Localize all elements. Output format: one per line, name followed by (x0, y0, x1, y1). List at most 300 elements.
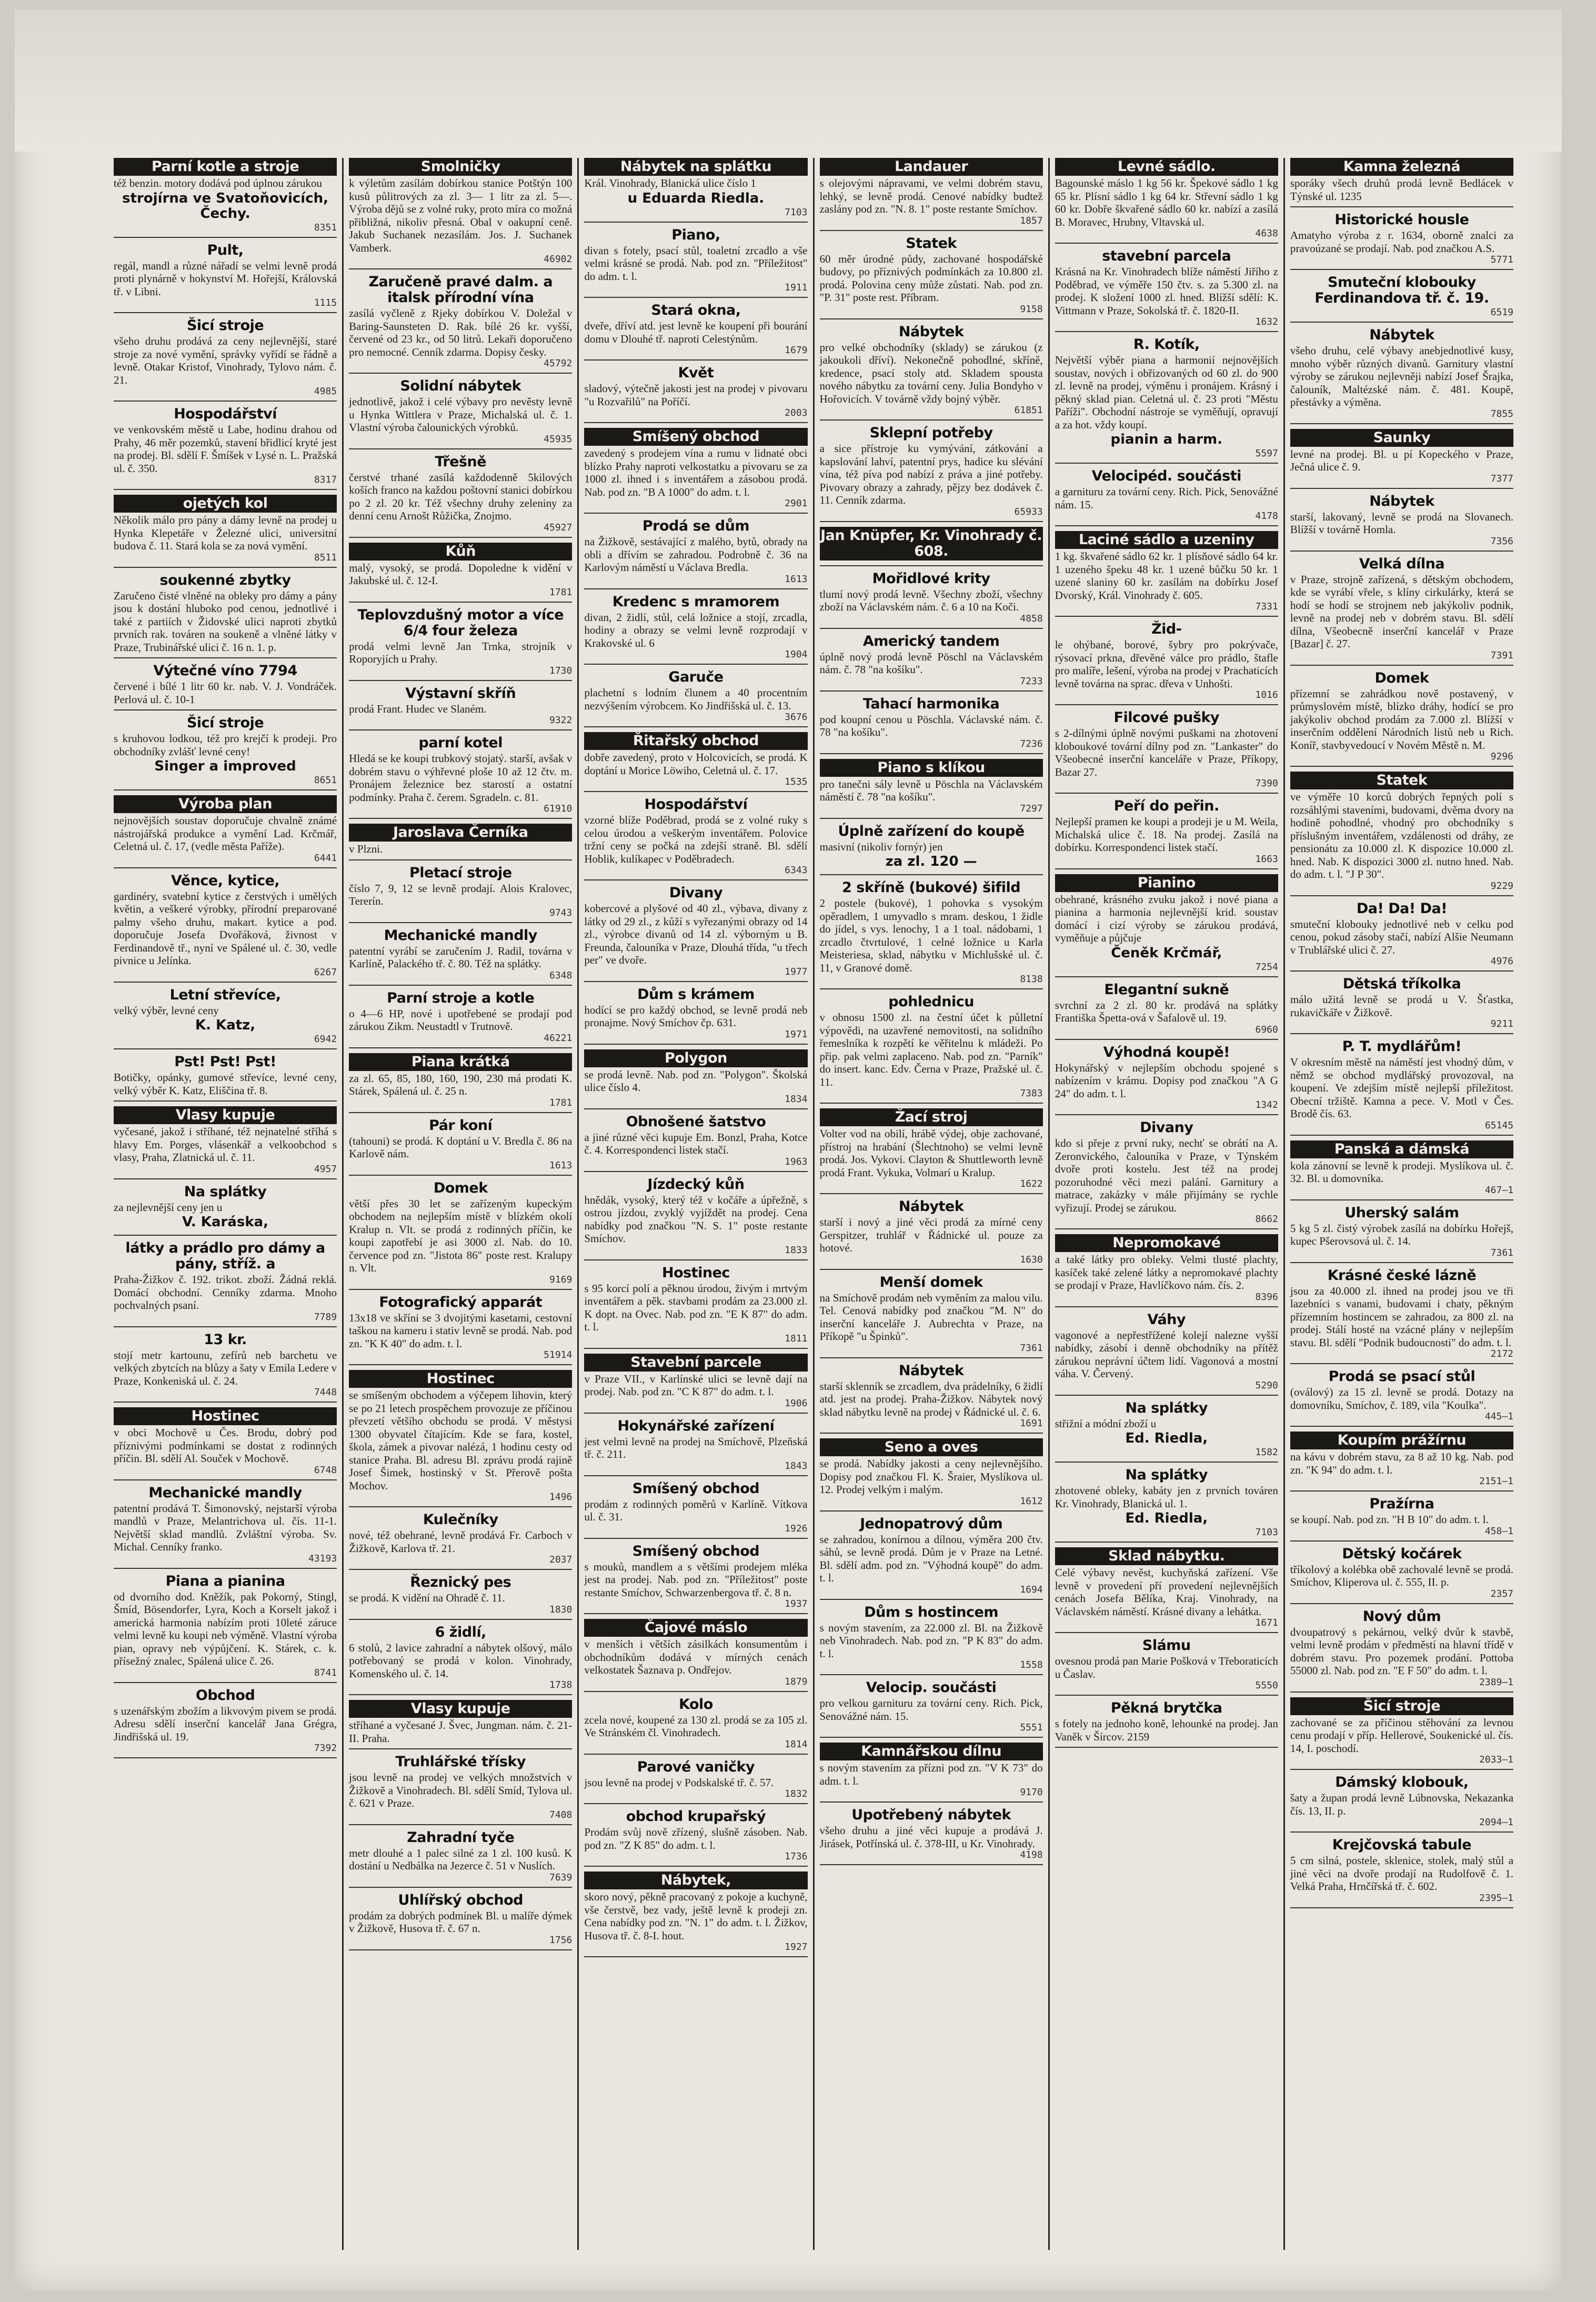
ad-heading: Peří do peřin. (1113, 798, 1219, 814)
ad-heading: Pletací stroje (409, 864, 512, 881)
ad-reference-number: 5551 (1020, 1722, 1043, 1733)
ad-heading: Kolo (679, 1696, 713, 1713)
classified-ad (1290, 1268, 1513, 1365)
ad-heading: Solidní nábytek (400, 378, 521, 394)
ad-heading: Pěkná brytčka (1110, 1700, 1222, 1716)
classified-ad (1290, 158, 1513, 207)
ad-heading: Vlasy kupuje (114, 1106, 337, 1124)
classified-ad (820, 1807, 1043, 1865)
ad-body: 6 stolů, 2 lavice zahradní a nábytek olšový, málo potřebovaný se prodá v kolon. Vinohrady, Komenského ul. č. 14. (349, 1641, 573, 1680)
ad-reference-number: 6519 (1490, 307, 1514, 318)
ad-heading: Garuče (668, 669, 724, 685)
ad-reference-number: 2357 (1490, 1588, 1514, 1599)
ad-body: pro tanečni sály levně u Pöschla na Václavském náměstí č. 78 "na košíku". (819, 777, 1043, 803)
ad-reference-number: 2037 (549, 1554, 573, 1565)
ad-body: hodící se pro každý obchod, se levně prodá neb pronajme. Nový Smíchov čp. 631. (584, 1003, 808, 1029)
ad-body: starší, lakovaný, levně se prodá na Slovanech. Blížší v továrně Homla. (1290, 510, 1514, 536)
ad-heading: Úplně zařízení do koupě (838, 823, 1025, 839)
classified-ad (1055, 248, 1278, 332)
ad-reference-number: 7297 (1020, 803, 1043, 814)
ad-heading: Na splátky (1125, 1399, 1208, 1416)
ad-reference-number: 46902 (544, 254, 573, 265)
ad-heading: Jaroslava Černíka (349, 824, 572, 842)
classified-ad (349, 1575, 572, 1620)
ad-reference-number: 1830 (549, 1604, 573, 1615)
classified-ad (349, 928, 572, 986)
ad-reference-number: 5597 (1255, 448, 1278, 459)
ad-reference-number: 7361 (1020, 1342, 1043, 1354)
ad-body: nové, též obehrané, levně prodává Fr. Carboch v Žižkově, Karlova tř. 21. (349, 1529, 573, 1555)
ad-body: prodá velmi levně Jan Trnka, strojník v Roporyjích u Prahy. (349, 639, 573, 665)
ad-reference-number: 2003 (785, 407, 808, 418)
classified-ad (820, 425, 1043, 522)
ad-reference-number: 7390 (1255, 778, 1278, 789)
ad-body: číslo 7, 9, 12 se levně prodají. Alois Kralovec, Tererín. (349, 882, 573, 907)
ad-emphasis: u Eduarda Riedla. (627, 190, 765, 206)
classified-ad (1290, 1369, 1513, 1427)
classified-ad (820, 1680, 1043, 1738)
ad-reference-number: 61851 (1014, 405, 1043, 416)
ad-body: malý, vysoký, se prodá. Dopoledne k vidění v Jakubské ul. č. 12-I. (349, 561, 573, 587)
ad-reference-number: 1977 (785, 966, 808, 977)
ad-body: Hokynářský v nejlepším obchodu spojené s nabízením v krámu. Dopisy pod značkou "A G 24" do adm. t. l. (1055, 1061, 1278, 1100)
ad-reference-number: 2389—1 (1479, 1676, 1514, 1688)
ad-body: jest velmi levně na prodej na Smíchově, Plzeňská tř. č. 211. (584, 1435, 808, 1460)
ad-heading: Řitařský obchod (584, 732, 807, 750)
ad-reference-number: 1582 (1255, 1447, 1278, 1458)
ad-reference-number: 6267 (314, 966, 337, 978)
ad-heading: 6 židlí, (435, 1624, 486, 1640)
classified-ad (820, 1275, 1043, 1358)
classified-ad (1290, 976, 1513, 1034)
classified-ad (1055, 337, 1278, 464)
ad-reference-number: 9743 (549, 907, 573, 918)
classified-ad (349, 1053, 572, 1113)
ad-heading: Velká dílna (1359, 555, 1445, 572)
ad-reference-number: 1911 (785, 282, 808, 293)
ad-body: velký výběr, levné ceny (114, 1004, 219, 1017)
classified-ad (349, 1700, 572, 1749)
classified-ad (584, 1809, 807, 1867)
classified-ad (584, 1049, 807, 1109)
ad-reference-number: 5290 (1255, 1379, 1278, 1391)
classified-ad (1290, 212, 1513, 270)
ad-reference-number: 6343 (785, 865, 808, 876)
classified-ad (114, 663, 337, 710)
ad-heading: Kredenc s mramorem (612, 593, 780, 610)
ad-heading: Nábytek (1369, 493, 1434, 509)
ad-reference-number: 8662 (1255, 1214, 1278, 1225)
ad-reference-number: 1613 (549, 1159, 573, 1171)
ad-reference-number: 1879 (785, 1676, 808, 1687)
ad-heading: Mořidlové krity (872, 570, 990, 587)
column-6 (1283, 158, 1519, 2250)
ad-heading: Divany (1140, 1119, 1193, 1136)
ad-body: čerstvé trhané zasílá každodenně 5kilových koších franco na každou poštovní stanici dobírkou po 2 zl. 20 kr. Též všechny druhy zeleniny za denní cenu Arnošt Růžička, Znojmo. (349, 471, 573, 522)
ad-body: Největší výběr piana a harmonií nejnovějších soustav, nových i obřizovaných od 60 zl. do 900 zl. levně na prodej, výměnu i pronájem. Krásný i pěkný sklad pian. Celetná ul. č. 23 proti "Městu Paříži". Obchodní nástroje se vyměňují, opravují a za hot. vždy koupí. (1055, 354, 1278, 431)
ad-heading: Nábytek (898, 323, 964, 340)
ad-heading: Obnošené šatstvo (626, 1113, 766, 1130)
ad-heading: Menší domek (879, 1274, 983, 1290)
ad-body: 60 měr úrodné půdy, zachované hospodářské budovy, po příznivých podmínkách za 10.800 zl. prodá. Polovina ceny může zůstati. Nab. pod zn. "P. 31" poste rest. Příbram. (819, 252, 1043, 304)
ad-reference-number: 6942 (314, 1034, 337, 1045)
ad-body: s fotely na jednoho koně, lehounké na prodej. Jan Vaněk v Šírcov. 2159 (1055, 1717, 1278, 1743)
ad-heading: Květ (678, 365, 714, 381)
classified-ad (820, 759, 1043, 819)
ad-reference-number: 7377 (1490, 473, 1514, 484)
column-3 (577, 158, 812, 2250)
ad-reference-number: 9170 (1020, 1787, 1043, 1798)
ad-heading: Pár koní (429, 1117, 493, 1134)
ad-body: patentní prodává T. Šimonovský, nejstarší výroba mandlů v Praze, Melantrichova ul. čís. 11-1. Největší sklad mandlů. Zvláštní výroba. Sv. Michal. Cenníky franko. (114, 1502, 337, 1553)
ad-body: s 2-dílnými úplně novými puškami na zhotovení kloboukové tovární dílny pod zn. "Lankaster" do Všeobecné inserční kanceláře v Praze, Příkopy, Bazar 27. (1055, 727, 1278, 778)
ad-heading: Nábytek (1369, 327, 1434, 343)
ad-heading: Piano s klíkou (820, 759, 1043, 777)
ad-heading: Saunky (1290, 429, 1513, 447)
ad-body: střižní a módní zboží u (1055, 1417, 1157, 1430)
classified-ad (1055, 1045, 1278, 1116)
ad-heading: Koupím prážírnu (1290, 1432, 1513, 1449)
ad-heading: stavební parcela (1102, 248, 1231, 264)
ad-heading: Seno a oves (820, 1438, 1043, 1456)
classified-ad (349, 824, 572, 860)
ad-heading: Krásné české lázně (1327, 1267, 1477, 1284)
ad-heading: Nábytek (898, 1198, 964, 1215)
ad-body: též benzin. motory dodává pod úplnou zárukou (114, 177, 322, 189)
ad-reference-number: 1496 (549, 1492, 573, 1503)
ad-heading: Žid- (1151, 621, 1182, 637)
classified-ad (1290, 1609, 1513, 1693)
ad-body: zavedený s prodejem vína a rumu v lidnaté obci blízko Prahy naproti velkostatku a pivovaru se za 1000 zl. ihned i s inventářem a zásobou prodá. Nab. pod zn. "B A 1000" do adm. t. l. (584, 447, 808, 498)
ad-heading: Jednopatrový dům (860, 1515, 1003, 1532)
ad-body: sporáky všech druhů prodá levně Bedlácek v Týnské ul. 1235 (1290, 177, 1514, 203)
ad-body: stříhané a vyčesané J. Švec, Jungman. nám. č. 21-II. Praha. (349, 1719, 573, 1745)
ad-reference-number: 1115 (314, 297, 337, 308)
ad-heading: Parní kotle a stroje (114, 158, 337, 176)
classified-ad (114, 1485, 337, 1569)
classified-ad (349, 543, 572, 603)
ad-heading: Divany (669, 885, 723, 901)
ad-reference-number: 1016 (1255, 689, 1278, 700)
classified-ad (820, 1516, 1043, 1600)
ad-heading: Jan Knüpfer, Kr. Vinohrady č. 608. (820, 527, 1042, 559)
ad-heading: Kamnářskou dílnu (820, 1743, 1043, 1760)
classified-ad (1290, 1697, 1513, 1770)
ad-heading: Smuteční klobouky Ferdinandova tř. č. 19. (1314, 274, 1489, 306)
ad-reference-number: 6441 (314, 852, 337, 864)
ad-body: v Praze VII., v Karlínské ulici se levně dají na prodej. Nab. pod zn. "C K 87" do adm. t. l. (584, 1372, 808, 1398)
classified-ad (1055, 531, 1278, 617)
ad-reference-number: 45927 (544, 522, 573, 533)
ad-reference-number: 65145 (1484, 1119, 1514, 1131)
ad-heading: Nový dům (1362, 1608, 1441, 1625)
classified-ad (349, 158, 572, 269)
ad-emphasis: za zl. 120 — (885, 854, 977, 869)
classified-ad (584, 1619, 807, 1692)
ad-body: v menších i větších zásilkách konsumentům i obchodníkům dodává v mírných cenách velkostatek Šaznava p. Ondřejov. (584, 1638, 808, 1676)
ad-heading: Kůň (349, 543, 572, 561)
ad-body: se zahradou, konírnou a dílnou, výměra 200 čtv. sáhů, se levně prodá. Dům je v Praze na Letné. Bl. sdělí adm. pod zn. "Výhodná koupě" do adm. t. l. (819, 1533, 1043, 1584)
ad-emphasis: K. Katz, (195, 1017, 256, 1033)
ad-emphasis: V. Karáska, (182, 1214, 269, 1230)
classified-ad (584, 1177, 807, 1260)
ad-reference-number: 1535 (785, 776, 808, 787)
ad-reference-number: 9158 (1020, 303, 1043, 315)
ad-body: plachetní s lodním člunem a 40 procentním nezvýšením výrobcem. Ko Jindřišská ul. č. 13. (584, 686, 808, 712)
ad-body: tlumí nový prodá levně. Všechny zboží, všechny zboží na Václavském nám. č. 6 a 10 na Koči. (819, 587, 1043, 613)
ad-reference-number: 4985 (314, 386, 337, 397)
ad-reference-number: 8741 (314, 1667, 337, 1678)
ad-heading: Prodá se psací stůl (1328, 1368, 1475, 1385)
ad-heading: Dětský kočárek (1342, 1545, 1462, 1562)
ad-reference-number: 9296 (1490, 751, 1514, 762)
ad-reference-number: 9211 (1490, 1018, 1514, 1029)
classified-ad (1290, 901, 1513, 972)
ad-body: zcela nové, koupené za 130 zl. prodá se za 105 zl. Ve Stránském čl. Vinohradech. (584, 1713, 808, 1739)
ad-heading: Pianino (1055, 874, 1278, 892)
ad-reference-number: 4957 (314, 1163, 337, 1175)
classified-ad (1055, 1312, 1278, 1396)
ad-reference-number: 43193 (308, 1553, 337, 1564)
ad-body: (tahouni) se prodá. K doptání u V. Bredla č. 86 na Karlově nám. (349, 1134, 573, 1160)
ad-body: (oválový) za 15 zl. levně se prodá. Dotazy na domovníku, Smíchov, č. 189, vila "Koulka". (1290, 1386, 1514, 1412)
ad-heading: Teplovzdušný motor a více 6/4 four železa (357, 606, 564, 639)
classified-ad (820, 236, 1043, 319)
classified-ad (114, 1407, 337, 1480)
ad-heading: 13 kr. (204, 1331, 247, 1348)
ad-body: ve venkovském městě u Labe, hodinu drahou od Prahy, 46 měr pozemků, stavení břidlicí kryté jest na prodej. Bl. sdělí F. Šmíšek v Lysé n. L. Pražská ul. č. 350. (114, 423, 337, 475)
ad-emphasis: Ed. Riedla, (1125, 1430, 1208, 1446)
ad-reference-number: 7361 (1490, 1247, 1514, 1258)
ad-heading: Landauer (820, 158, 1043, 176)
classified-ad (584, 732, 807, 792)
classified-ad (1290, 556, 1513, 666)
ad-reference-number: 1781 (549, 1097, 573, 1108)
classified-ad (584, 1871, 807, 1957)
classified-ad (1055, 1467, 1278, 1543)
ad-body: starší i nový a jiné věci prodá za mírné ceny Gerspitzer, truhlář v Řádnické ul. pouze za hotové. (819, 1216, 1043, 1254)
ad-body: šaty a župan prodá levně Lúbnovska, Nekazanka čís. 13, II. p. (1290, 1791, 1514, 1817)
classified-ad (1055, 1700, 1278, 1748)
classified-ad (114, 573, 337, 659)
classified-ad (349, 1118, 572, 1176)
classified-ad (584, 594, 807, 665)
ad-reference-number: 2094—1 (1479, 1817, 1514, 1828)
ad-heading: Stará okna, (651, 302, 741, 318)
ad-heading: Smolničky (349, 158, 572, 176)
top-margin (15, 9, 1562, 152)
classified-ad (820, 571, 1043, 629)
ad-body: všeho druhu a jiné věci kupuje a prodává J. Jirásek, Potřínská ul. č. 378-III, u Kr. Vinohrady. (819, 1824, 1043, 1850)
classified-ad (1055, 1120, 1278, 1229)
classified-ad (1055, 1638, 1278, 1696)
classified-ad (584, 1759, 807, 1805)
ad-body: prodám za dobrých podmínek Bl. u malíře dýmek v Žižkově, Husova tř. č. 67 n. (349, 1909, 573, 1935)
ad-body: Nejlepší pramen ke koupi a prodeji je u M. Weila, Michalská ulice č. 18. Na prodej. Zasílá na dobírku. Korrespondenci listek stačí. (1055, 815, 1278, 854)
ad-body: vagonové a nepřestřížené kolejí nalezne vyšší nabídky, zásobí i denně obchodníky na přítěž zárukou neprávní účtem lidí. Vagonová a mostní váha. V. Červený. (1055, 1328, 1278, 1380)
ad-reference-number: 7789 (314, 1311, 337, 1323)
ad-body: svrchní za 2 zl. 80 kr. prodává na splátky Františka Špetta-ová v Šafalově ul. 19. (1055, 998, 1278, 1024)
classified-ad (349, 378, 572, 449)
ad-body: s uzenářským zbožím a likvovým pivem se prodá. Adresu sdělí inserční kancelář Jana Grégra, Jindřišská ul. 19. (114, 1704, 337, 1743)
ad-body: v obci Mochově u Čes. Brodu, dobrý pod příznivými podmínkami se dostat z rodinných příčin. Bl. sdělí Al. Souček v Mochově. (114, 1426, 337, 1465)
ad-heading: Zahradní tyče (407, 1829, 515, 1846)
ad-body: na kávu v dobrém stavu, za 8 až 10 kg. Nab. pod zn. "K 94" do adm. t. l. (1290, 1450, 1514, 1476)
ad-heading: Parní stroje a kotle (387, 989, 535, 1006)
ad-reference-number: 1663 (1255, 853, 1278, 865)
ad-reference-number: 1963 (785, 1156, 808, 1167)
ad-emphasis: Čeněk Krčmář, (1111, 945, 1222, 961)
ad-reference-number: 1926 (785, 1523, 808, 1534)
ad-reference-number: 2033—1 (1479, 1754, 1514, 1765)
classified-ad (349, 865, 572, 923)
classified-ad (584, 1354, 807, 1414)
classified-ad (349, 1180, 572, 1290)
ad-body: a garnituru za tovární ceny. Rich. Pick, Senovážné nám. 15. (1055, 485, 1278, 511)
ad-reference-number: 1558 (1020, 1659, 1043, 1670)
ad-reference-number: 7408 (549, 1809, 573, 1820)
ad-body: le ohýbané, borové, šybry pro pokrývače, rýsovací prkna, dřevěné válce pro prádlo, štafle pro malíře, lešení, výroba na prodej v Prachaticích levně továrna na sprac. dřeva v Unhošti. (1055, 638, 1278, 690)
ad-reference-number: 445—1 (1484, 1411, 1514, 1422)
column-4 (813, 158, 1048, 2250)
ad-heading: Stavební parcele (584, 1354, 807, 1372)
ad-reference-number: 1622 (1020, 1178, 1043, 1189)
ad-heading: Smíšený obchod (632, 1543, 760, 1559)
ad-body: regál, mandl a různé nářadí se velmi levně prodá proti plynárně v hokynství M. Hořejší, Královská tř. v Libni. (114, 259, 337, 298)
ad-body: v Plzni. (349, 843, 383, 855)
classified-ad (114, 243, 337, 314)
ad-reference-number: 8511 (314, 552, 337, 563)
ad-heading: Laciné sádlo a uzeniny (1055, 531, 1278, 549)
classified-ad (584, 1418, 807, 1476)
classified-ad (1055, 874, 1278, 977)
ad-heading: Výstavní skříň (405, 685, 516, 702)
classified-ad (820, 696, 1043, 754)
ad-body: pro velkou garnituru za tovární ceny. Rich. Pick, Senovážné nám. 15. (819, 1697, 1043, 1723)
ad-heading: Nepromokavé (1055, 1234, 1278, 1252)
ad-body: všeho druhu prodává za ceny nejlevnější, staré stroje za nové vymění, správky vyřídí se řádně a levně. Otakar Kristof, Vinohrady, Tylovo nám. č. 21. (114, 335, 337, 386)
ad-heading: Pst! Pst! Pst! (174, 1054, 276, 1070)
ad-heading: Na splátky (184, 1183, 267, 1200)
ad-reference-number: 45935 (544, 433, 573, 445)
ad-heading: Dámský klobouk, (1335, 1774, 1469, 1790)
ad-body: obehrané, krásného zvuku jakož i nové piana a pianina a harmonia nejlevnější krid. soustav domácí i cizí výroby se zárukou prodává, vyměňuje a půjčuje (1055, 893, 1278, 944)
classified-ad (820, 994, 1043, 1104)
classified-ad (114, 873, 337, 983)
ad-body: 2 postele (bukové), 1 pohovka s vysokým opěradlem, 1 umyvadlo s mram. deskou, 1 židle do jídel, s vys. lenochy, 1 a 1 toal. nádobami, 1 zrcadlo čtvrtulové, 1 celné ložnice u Karla Meisteriesa, sklad, nábytku v Michlušské ul. č. 11, v Granové domě. (819, 897, 1043, 974)
ad-body: dveře, dříví atd. jest levně ke koupení při bourání domu v Dlouhé tř. naproti Celestýnům. (584, 319, 808, 345)
classified-ad (1055, 468, 1278, 526)
ad-body: nejnovějších soustav doporučuje chvalně známé nástrojářská produkce a vymění Lad. Krčmář, Celetná ul. č. 17, (vedle města Paříže). (114, 814, 337, 853)
ad-body: 1 kg. škvařené sádlo 62 kr. 1 plísňové sádlo 64 kr. 1 uzeného špeku 48 kr. 1 uzené bůčku 50 kr. 1 uzené slaniny 60 kr. zasílám na dobírku Josef Dvorský, Král. Vinohrady č. 605. (1055, 550, 1278, 602)
ad-heading: Šicí stroje (186, 317, 264, 334)
ad-body: metr dlouhé a 1 palec silné za 1 zl. 100 kusů. K dostání u Nedbálka na Jezerce č. 51 v Nuslích. (349, 1846, 573, 1872)
ad-body: za zl. 65, 85, 180, 160, 190, 230 má prodati K. Stárek, Spálená ul. č. 25 n. (349, 1072, 573, 1097)
ad-reference-number: 7331 (1255, 601, 1278, 612)
ad-heading: Truhlářské třísky (395, 1754, 526, 1770)
ad-heading: Dětská tříkolka (1342, 976, 1461, 992)
ad-body: pro velké obchodníky (sklady) se zárukou (z jakoukoli dříví). Nekonečně pohodlné, skříně, kredence, psací stoly atd. Skladem spousta nového nábytku za tovární ceny. Julia Bondyho v Hořovicích. V továrně vždy bojný výběr. (819, 341, 1043, 405)
ad-heading: Filcové pušky (1113, 709, 1220, 726)
ad-body: o 4—6 HP, nové i upotřebené se prodají pod zárukou Zikm. Neustadtl v Trutnově. (349, 1007, 573, 1033)
ad-heading: Da! Da! Da! (1356, 900, 1448, 917)
ad-heading: Pult, (207, 242, 244, 258)
classified-ad (349, 1754, 572, 1825)
ad-reference-number: 1971 (785, 1028, 808, 1040)
ad-body: na Smíchově prodám neb vyměním za malou vilu. Tel. Cenová nabídky pod značkou "M. N" do inserční kanceláře J. Aubrechta v Praze, na Příkopě "u Špinků". (819, 1291, 1043, 1343)
classified-ad (584, 1697, 807, 1755)
ad-body: pod koupní cenou u Pöschla. Václavské nám. č. 78 "na košíku". (819, 713, 1043, 738)
classified-ad (1290, 1205, 1513, 1263)
ad-heading: Hostinec (349, 1370, 572, 1388)
ad-body: a jiné různé věci kupuje Em. Bonzl, Praha, Kotce č. 4. Korrespondenci listek stačí. (584, 1130, 808, 1156)
classified-ad (114, 1184, 337, 1236)
ad-reference-number: 1738 (549, 1679, 573, 1690)
ad-heading: Hospodářství (174, 406, 277, 422)
ad-heading: Pražírna (1369, 1496, 1434, 1512)
ad-body: zachované se za příčinou stěhování za levnou cenu prodají v příp. Hellerové, Soukenické ul. čís. 14, I. poschodí. (1290, 1716, 1514, 1755)
ad-reference-number: 1857 (1020, 215, 1043, 226)
ad-body: od dvorního dod. Kněžík, pak Pokorný, Stingl, Šmíd, Bösendorfer, Lyra, Koch a Korselt jakož i americká harmonia nabízím proti 10leté záruce velmi levně ku koupi neb výměně. Vlastní výroba pian, opravy neb výpůjčení. K. Stárek, c. k. přísežný znalec, Spálená ulice č. 26. (114, 1590, 337, 1667)
ad-reference-number: 9169 (549, 1274, 573, 1285)
ad-body: Volter vod na obilí, hrábě výdej, obje zachované, přístroj na hrabání (Šlechtnoho) se velmi levně prodá. Jos. Vykovi. Clayton & Shuttleworth levně prodá Frant. Vykuka, Volmarí u Kralup. (819, 1127, 1043, 1179)
classified-ad (820, 1605, 1043, 1676)
ad-body: s olejovými nápravami, ve velmi dobrém stavu, lehký, se levně prodá. Cenové nabídky budtež zaslány pod zn. "N. 8. 1" poste restante Smíchov. (819, 177, 1043, 215)
ad-reference-number: 7392 (314, 1743, 337, 1754)
ad-reference-number: 1833 (785, 1244, 808, 1256)
ad-body: kobercové a plyšové od 40 zl., výbava, divany z látky od 29 zl., z kůží s vyřezanými obrazy od 14 zl., výrobce divanů od 14 zl. výborným u B. Freunda, čalouníka v Praze, Dlouhá třída, "u třech per" ve dvoře. (584, 902, 808, 966)
classified-ad (1055, 158, 1278, 244)
ad-body: 13x18 ve skříni se 3 dvojitými kasetami, cestovní taškou na kameru i stativ levně se prodá. Nab. pod zn. "K K 40" do adm. t. l. (349, 1311, 573, 1350)
classified-ad (584, 227, 807, 298)
ad-heading: pohlednicu (888, 994, 974, 1010)
ad-heading: Sklepní potřeby (869, 425, 993, 441)
classified-ad (114, 318, 337, 402)
classified-ad (1055, 1400, 1278, 1463)
ad-body: jsou za 40.000 zl. ihned na prodej jsou ve tři lazebníci s vanami, budovami i chaty, pěkným přízemním hostincem se zahradou, za 800 zl. na prodej. Stálí hosté na vzácné plány v nejlepším stavu. Bl. sdělí "Podnik budoucnosti" do adm. t. l. (1290, 1284, 1514, 1349)
ad-reference-number: 1612 (1020, 1495, 1043, 1507)
ad-body: se koupí. Nab. pod zn. "H B 10" do adm. t. l. (1290, 1513, 1489, 1526)
ad-heading: Piana a pianina (165, 1573, 285, 1589)
classified-ad (820, 1438, 1043, 1512)
ad-heading: Panská a dámská (1290, 1140, 1513, 1158)
ad-reference-number: 7855 (1490, 408, 1514, 419)
classified-ad (584, 518, 807, 589)
ad-body: stojí metr kartounu, zefírů neb barchetu ve velkých zbytcích na blůzy a šaty v Emila Ledere v Praze, Konkeniská ul. č. 24. (114, 1348, 337, 1387)
ad-heading: Váhy (1147, 1311, 1186, 1328)
classified-ad (1290, 275, 1513, 323)
ad-heading: obchod krupařský (626, 1808, 766, 1825)
ad-heading: Výroba plan (114, 795, 337, 813)
ad-body: jednotlivě, jakož i celé výbavy pro nevěsty levně u Hynka Wittlera v Praze, Michalská ul. č. 1. Vlastní výroba čalounických výrobků. (349, 395, 573, 434)
ad-reference-number: 46221 (544, 1032, 573, 1044)
ad-heading: Sklad nábytku. (1055, 1547, 1278, 1565)
ad-body: divan, 2 židlí, stůl, celá ložnice a stojí, zrcadla, hodiny a obrazy se velmi levně rozprodají v Krakovské ul. 6 (584, 610, 808, 649)
ad-body: V okresním městě na náměstí jest vhodný dům, v němž se obchod mydlářský provozoval, na koupení. Ve zdejším místě nejlepší příležitost. Obecní tržiště. Kamna a pece. V. Motl v Čes. Brodě čís. 63. (1290, 1056, 1514, 1120)
classified-ad (1290, 327, 1513, 424)
ad-body: prodám z rodinných poměrů v Karlíně. Vítkova ul. č. 31. (584, 1497, 808, 1523)
ad-reference-number: 6960 (1255, 1024, 1278, 1035)
ad-heading: Nábytek (898, 1362, 964, 1379)
classified-ad (1055, 982, 1278, 1040)
ad-heading: Statek (1290, 772, 1513, 789)
ad-reference-number: 65933 (1014, 506, 1043, 517)
ad-heading: Fotografický apparát (379, 1294, 543, 1310)
classified-ad (584, 1265, 807, 1349)
classified-ad (820, 324, 1043, 421)
classified-ad (1290, 494, 1513, 552)
ad-body: větší přes 30 let se zařízeným kupeckým obchodem na nejlepším místě v blízkém okolí Kralup n. Vlt. se prodá z rodinných příčin, ke koupi zapotřebí je asi 3000 zl. Nab. do 10. července pod zn. "Jistota 86" poste rest. Kralupy n. Vlt. (349, 1197, 573, 1274)
